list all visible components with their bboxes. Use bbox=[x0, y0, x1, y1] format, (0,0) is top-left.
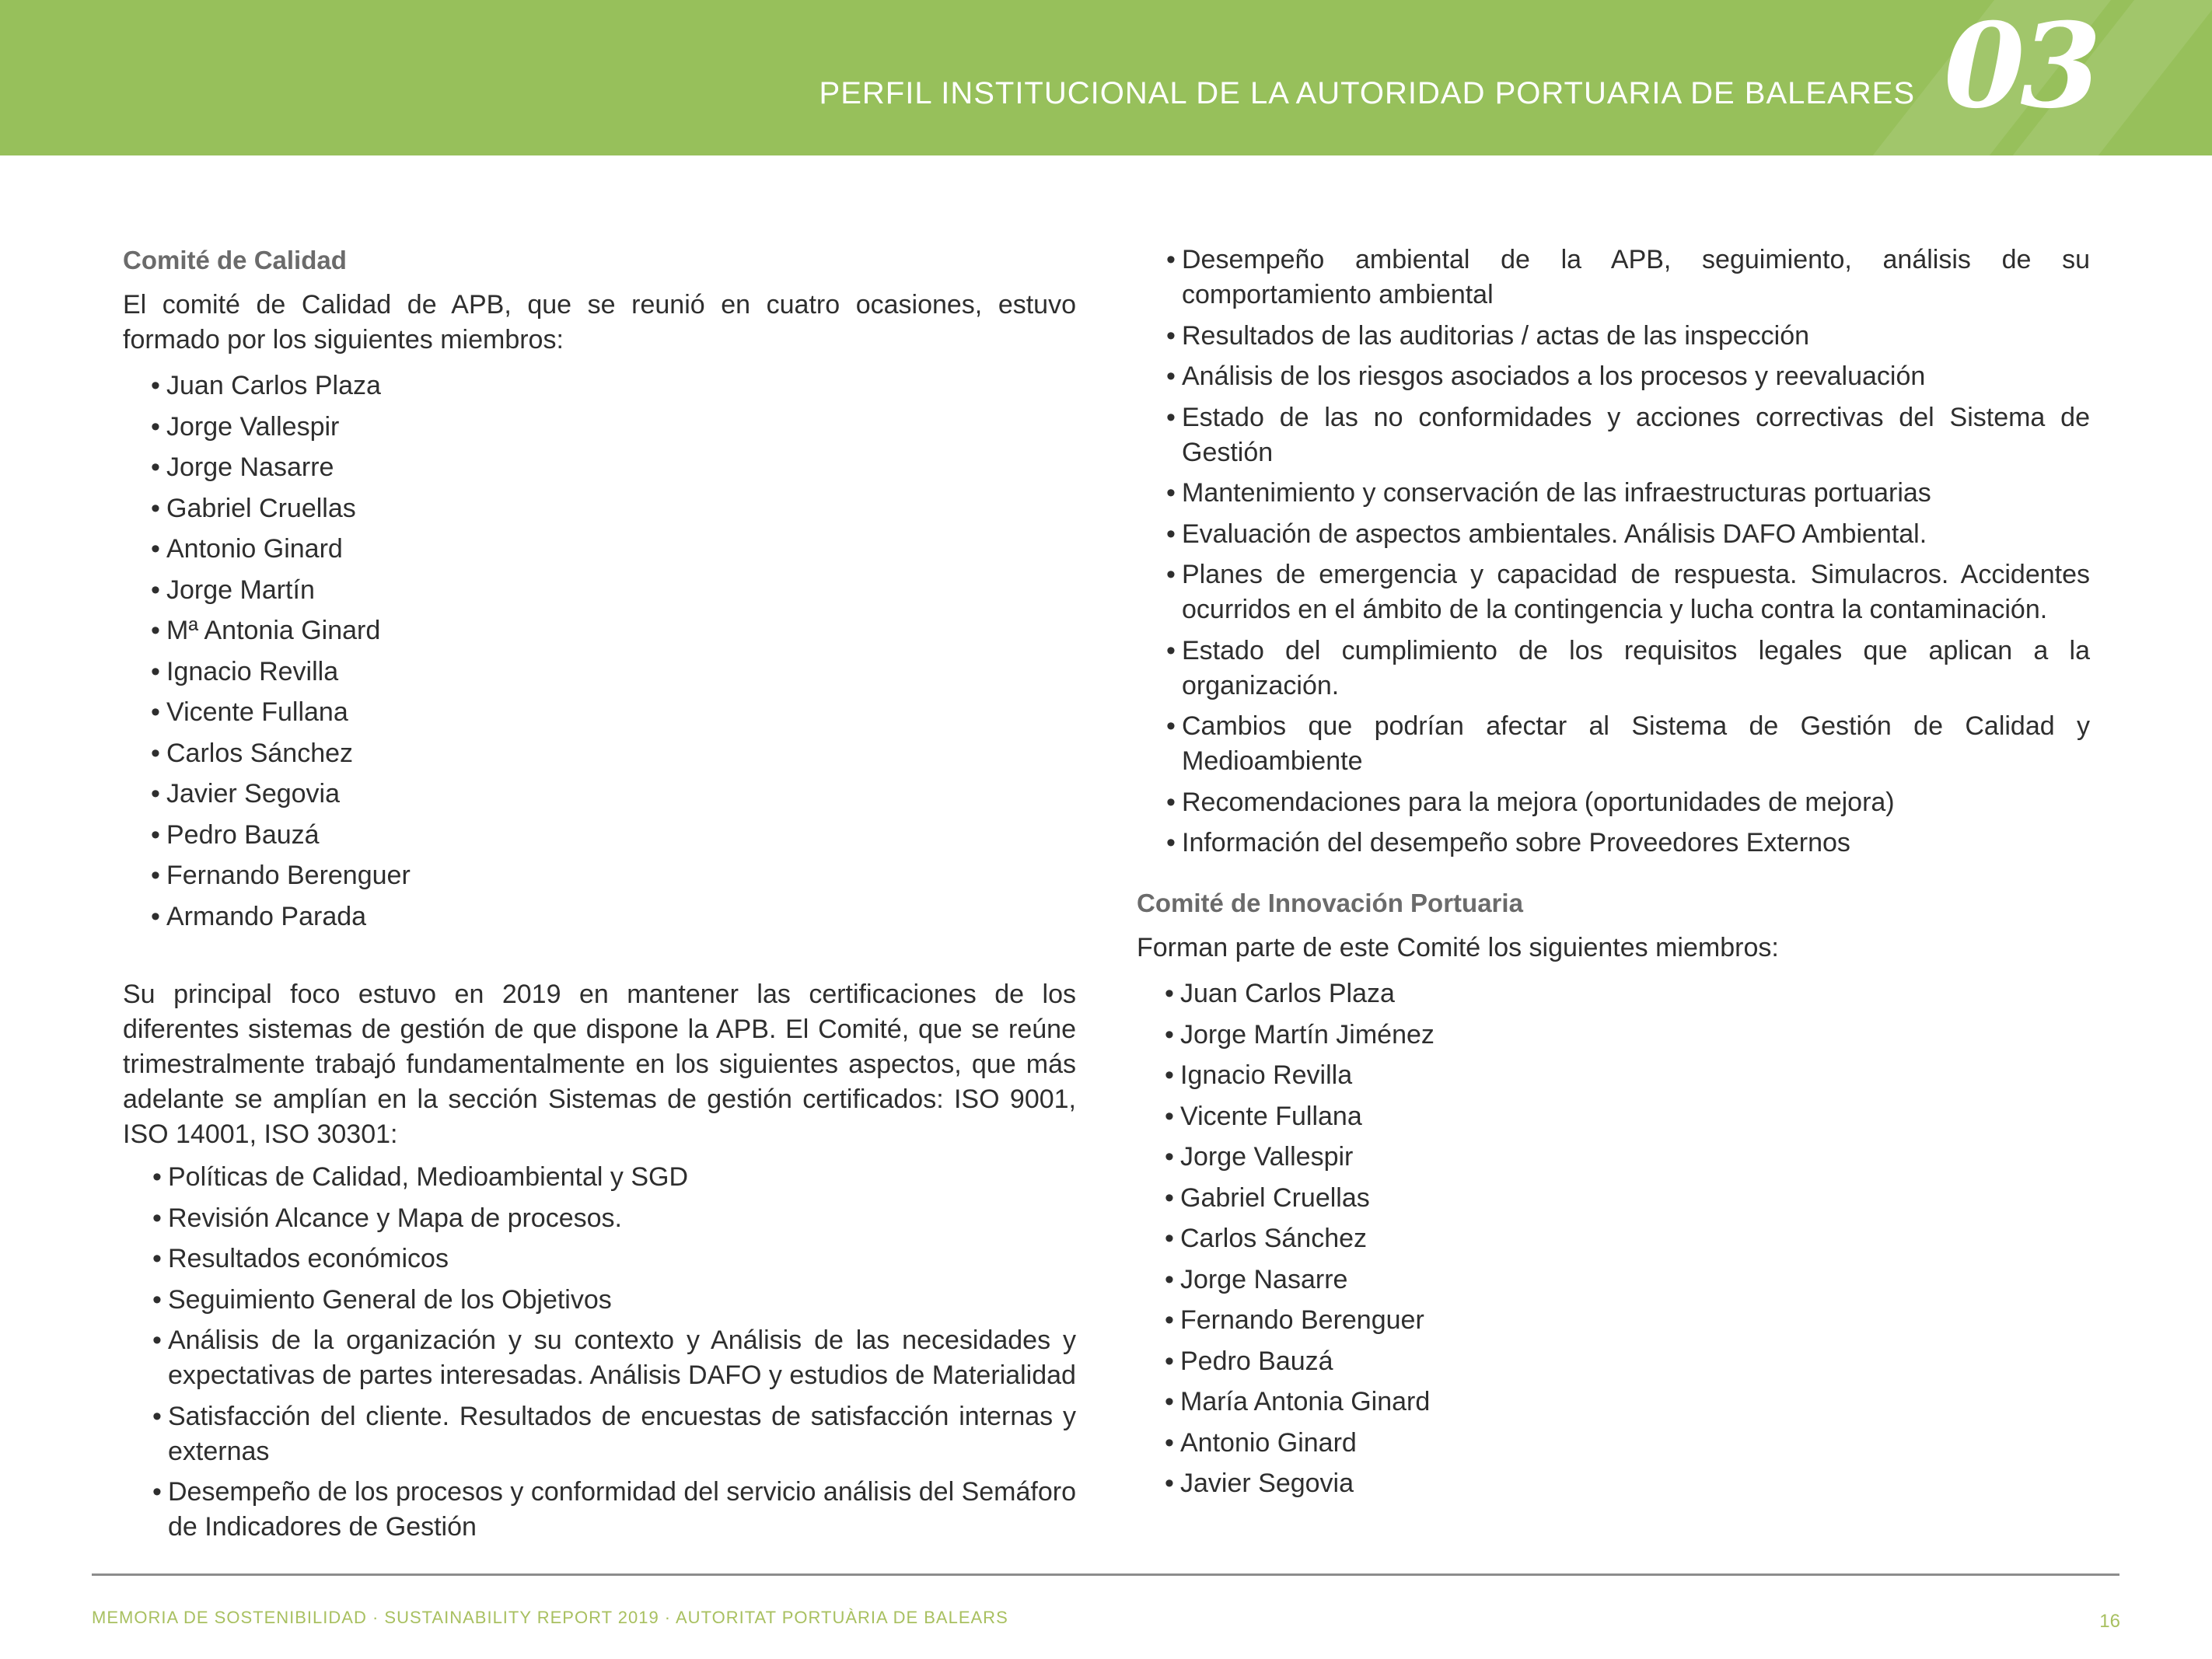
member-item: • Juan Carlos Plaza bbox=[123, 365, 1076, 407]
page-number: 16 bbox=[2099, 1611, 2120, 1632]
topic-item: • Satisfacción del cliente. Resultados de encuestas de satisfacción internas y externas bbox=[123, 1399, 1076, 1469]
member-item: • Javier Segovia bbox=[1137, 1463, 2090, 1504]
topic-item: • Resultados de las auditorias / actas de las inspección bbox=[1137, 319, 2090, 354]
page-header bbox=[0, 0, 2212, 155]
topic-item: • Estado de las no conformidades y acciones correctivas del Sistema de Gestión bbox=[1137, 400, 2090, 470]
footer-divider bbox=[92, 1573, 2119, 1576]
member-item: • Jorge Vallespir bbox=[123, 407, 1076, 448]
quality-committee-intro: El comité de Calidad de APB, que se reunió en cuatro ocasiones, estuvo formado por los siguientes miembros: bbox=[123, 290, 1076, 355]
topic-item: • Desempeño de los procesos y conformidad del servicio análisis del Semáforo de Indicadores de Gestión bbox=[123, 1475, 1076, 1545]
footer-text: MEMORIA DE SOSTENIBILIDAD · SUSTAINABILITY REPORT 2019 · AUTORITAT PORTUÀRIA DE BALEARS bbox=[92, 1608, 1008, 1627]
member-item: • Gabriel Cruellas bbox=[1137, 1178, 2090, 1219]
topic-item: • Revisión Alcance y Mapa de procesos. bbox=[123, 1201, 1076, 1236]
member-item: • Ignacio Revilla bbox=[1137, 1055, 2090, 1096]
member-item: • Antonio Ginard bbox=[1137, 1423, 2090, 1464]
right-column bbox=[1137, 243, 2090, 1504]
topic-item: • Análisis de los riesgos asociados a los procesos y reevaluación bbox=[1137, 359, 2090, 394]
topic-item: • Evaluación de aspectos ambientales. Análisis DAFO Ambiental. bbox=[1137, 517, 2090, 552]
member-item: • Vicente Fullana bbox=[1137, 1096, 2090, 1137]
member-item: • Fernando Berenguer bbox=[123, 855, 1076, 896]
topic-item: • Planes de emergencia y capacidad de respuesta. Simulacros. Accidentes ocurridos en el ámbito de la contingencia y lucha contra la contaminación. bbox=[1137, 557, 2090, 627]
member-item: • Ignacio Revilla bbox=[123, 651, 1076, 693]
member-item: • Jorge Martín bbox=[123, 570, 1076, 611]
topic-item: • Cambios que podrían afectar al Sistema de Gestión de Calidad y Medioambiente bbox=[1137, 709, 2090, 779]
member-item: • Fernando Berenguer bbox=[1137, 1300, 2090, 1341]
member-item: • Armando Parada bbox=[123, 896, 1076, 938]
topic-item: • Información del desempeño sobre Proveedores Externos bbox=[1137, 826, 2090, 861]
member-item: • Pedro Bauzá bbox=[123, 815, 1076, 856]
innovation-committee-members bbox=[1137, 973, 2090, 1504]
member-item: • Pedro Bauzá bbox=[1137, 1341, 2090, 1382]
innovation-committee-intro: Forman parte de este Comité los siguientes miembros: bbox=[1137, 933, 1779, 962]
member-item: • Carlos Sánchez bbox=[1137, 1218, 2090, 1259]
topic-item: • Políticas de Calidad, Medioambiental y SGD bbox=[123, 1160, 1076, 1195]
topic-item: • Mantenimiento y conservación de las infraestructuras portuarias bbox=[1137, 476, 2090, 511]
member-item: • Vicente Fullana bbox=[123, 692, 1076, 733]
quality-committee-members bbox=[123, 365, 1076, 937]
topic-item: • Seguimiento General de los Objetivos bbox=[123, 1283, 1076, 1318]
left-column bbox=[123, 243, 1076, 1551]
member-item: • Jorge Nasarre bbox=[1137, 1259, 2090, 1301]
topic-item: • Desempeño ambiental de la APB, seguimiento, análisis de su comportamiento ambiental bbox=[1137, 243, 2090, 313]
member-item: • Jorge Vallespir bbox=[1137, 1137, 2090, 1178]
chapter-number: 03 bbox=[1944, 0, 2097, 134]
member-item: • Javier Segovia bbox=[123, 774, 1076, 815]
member-item: • Gabriel Cruellas bbox=[123, 488, 1076, 529]
member-item: • Jorge Nasarre bbox=[123, 447, 1076, 488]
quality-committee-title: Comité de Calidad bbox=[123, 246, 347, 274]
innovation-committee-title: Comité de Innovación Portuaria bbox=[1137, 889, 1523, 917]
member-item: • Mª Antonia Ginard bbox=[123, 610, 1076, 651]
topic-item: • Resultados económicos bbox=[123, 1242, 1076, 1277]
member-item: • María Antonia Ginard bbox=[1137, 1381, 2090, 1423]
member-item: • Carlos Sánchez bbox=[123, 733, 1076, 774]
quality-committee-focus: Su principal foco estuvo en 2019 en mantener las certificaciones de los diferentes sistemas de gestión de que dispone la APB. El Comité, que se reúne trimestralmente trabajó fundamentalmente en los siguientes aspectos, que más adelante se amplían en la sección Sistemas de gestión certificados: ISO 9001, ISO 14001, ISO 30301: bbox=[123, 980, 1076, 1149]
chapter-title: PERFIL INSTITUCIONAL DE LA AUTORIDAD PORTUARIA DE BALEARES bbox=[819, 76, 1915, 110]
topic-item: • Análisis de la organización y su contexto y Análisis de las necesidades y expectativas de partes interesadas. Análisis DAFO y estudios de Materialidad bbox=[123, 1323, 1076, 1393]
quality-committee-topics-continued bbox=[1137, 243, 2090, 861]
member-item: • Juan Carlos Plaza bbox=[1137, 973, 2090, 1015]
quality-committee-topics bbox=[123, 1160, 1076, 1545]
member-item: • Jorge Martín Jiménez bbox=[1137, 1015, 2090, 1056]
topic-item: • Recomendaciones para la mejora (oportunidades de mejora) bbox=[1137, 785, 2090, 820]
member-item: • Antonio Ginard bbox=[123, 529, 1076, 570]
topic-item: • Estado del cumplimiento de los requisitos legales que aplican a la organización. bbox=[1137, 634, 2090, 704]
